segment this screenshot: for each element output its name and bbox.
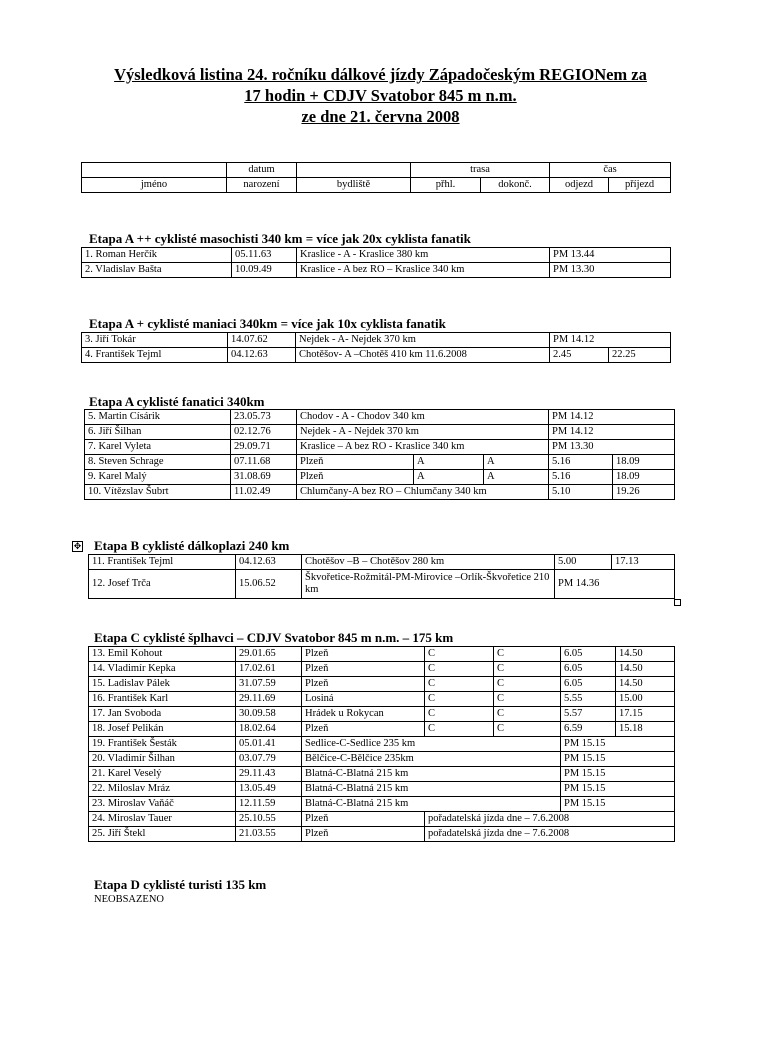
table-row bbox=[85, 455, 675, 470]
title-line-3: ze dne 21. června 2008 bbox=[301, 107, 460, 126]
birth-cell: 21.03.55 bbox=[236, 827, 302, 842]
birth-cell: 23.05.73 bbox=[231, 410, 297, 425]
birth-cell: 04.12.63 bbox=[236, 555, 302, 570]
header-empty bbox=[297, 163, 411, 178]
table-row bbox=[89, 570, 675, 599]
start-cell: 5.16 bbox=[549, 455, 613, 470]
section-title: Etapa D cyklisté turisti 135 km bbox=[94, 877, 267, 892]
time-cell: PM 15.15 bbox=[561, 752, 675, 767]
name-cell: 3. Jiří Tokár bbox=[82, 333, 228, 348]
end-cell: 15.18 bbox=[616, 722, 675, 737]
finished-cell: C bbox=[494, 677, 561, 692]
route-cell: Škvořetice-Rožmitál-PM-Mirovice –Orlík-Škvořetice 210 km bbox=[302, 570, 555, 599]
table-row bbox=[89, 722, 675, 737]
table-row bbox=[89, 707, 675, 722]
table-row bbox=[89, 677, 675, 692]
name-cell: 6. Jiří Šilhan bbox=[85, 425, 231, 440]
time-cell: PM 15.15 bbox=[561, 782, 675, 797]
end-cell: 22.25 bbox=[609, 348, 671, 363]
name-cell: 17. Jan Svoboda bbox=[89, 707, 236, 722]
route-cell: Blatná-C-Blatná 215 km bbox=[302, 782, 561, 797]
results-table bbox=[81, 332, 671, 363]
name-cell: 21. Karel Veselý bbox=[89, 767, 236, 782]
time-cell: PM 13.44 bbox=[550, 248, 671, 263]
birth-cell: 29.09.71 bbox=[231, 440, 297, 455]
time-cell: PM 14.12 bbox=[550, 333, 671, 348]
registered-cell: C bbox=[425, 692, 494, 707]
start-cell: 5.00 bbox=[555, 555, 612, 570]
end-cell: 17.15 bbox=[616, 707, 675, 722]
table-resize-handle[interactable] bbox=[674, 599, 681, 606]
start-cell: 5.57 bbox=[561, 707, 616, 722]
time-cell: PM 15.15 bbox=[561, 797, 675, 812]
table-row bbox=[89, 662, 675, 677]
birth-cell: 29.11.69 bbox=[236, 692, 302, 707]
time-cell: PM 14.12 bbox=[549, 425, 675, 440]
results-table bbox=[84, 409, 675, 500]
route-cell: Chotěšov- A –Chotěš 410 km 11.6.2008 bbox=[296, 348, 550, 363]
birth-cell: 05.11.63 bbox=[232, 248, 297, 263]
birth-cell: 05.01.41 bbox=[236, 737, 302, 752]
table-row bbox=[82, 348, 671, 363]
name-cell: 24. Miroslav Tauer bbox=[89, 812, 236, 827]
name-cell: 13. Emil Kohout bbox=[89, 647, 236, 662]
end-cell: 18.09 bbox=[613, 470, 675, 485]
birth-cell: 15.06.52 bbox=[236, 570, 302, 599]
birth-cell: 31.07.59 bbox=[236, 677, 302, 692]
birth-cell: 17.02.61 bbox=[236, 662, 302, 677]
header-jmeno: jméno bbox=[82, 178, 227, 193]
results-table bbox=[81, 247, 671, 278]
table-row bbox=[89, 812, 675, 827]
birth-cell: 30.09.58 bbox=[236, 707, 302, 722]
name-cell: 18. Josef Pelikán bbox=[89, 722, 236, 737]
header-prijezd: příjezd bbox=[609, 178, 671, 193]
route-cell: Kraslice - A - Kraslice 380 km bbox=[297, 248, 550, 263]
registered-cell: A bbox=[414, 455, 484, 470]
birth-cell: 29.01.65 bbox=[236, 647, 302, 662]
name-cell: 5. Martin Císárik bbox=[85, 410, 231, 425]
birth-cell: 29.11.43 bbox=[236, 767, 302, 782]
note-cell: pořadatelská jízda dne – 7.6.2008 bbox=[425, 827, 675, 842]
finished-cell: C bbox=[494, 662, 561, 677]
table-row bbox=[89, 827, 675, 842]
table-row bbox=[89, 647, 675, 662]
route-cell: Blatná-C-Blatná 215 km bbox=[302, 767, 561, 782]
table-row bbox=[82, 333, 671, 348]
city-cell: Plzeň bbox=[297, 455, 414, 470]
name-cell: 8. Steven Schrage bbox=[85, 455, 231, 470]
start-cell: 6.05 bbox=[561, 647, 616, 662]
section-title: Etapa C cyklisté šplhavci – CDJV Svatobor 845 m n.m. – 175 km bbox=[94, 630, 454, 645]
section-title: Etapa A + cyklisté maniaci 340km = více jak 10x cyklista fanatik bbox=[89, 316, 446, 331]
header-cas: čas bbox=[550, 163, 671, 178]
header-bydliste: bydliště bbox=[297, 178, 411, 193]
header-narozeni: narození bbox=[227, 178, 297, 193]
end-cell: 18.09 bbox=[613, 455, 675, 470]
registered-cell: C bbox=[425, 647, 494, 662]
name-cell: 2. Vladislav Bašta bbox=[82, 263, 232, 278]
route-cell: Chotěšov –B – Chotěšov 280 km bbox=[302, 555, 555, 570]
name-cell: 20. Vladimír Šilhan bbox=[89, 752, 236, 767]
registered-cell: C bbox=[425, 677, 494, 692]
header-datum: datum bbox=[227, 163, 297, 178]
name-cell: 25. Jiří Štekl bbox=[89, 827, 236, 842]
route-cell: Bělčice-C-Bělčice 235km bbox=[302, 752, 561, 767]
birth-cell: 07.11.68 bbox=[231, 455, 297, 470]
finished-cell: C bbox=[494, 692, 561, 707]
header-dokonc: dokonč. bbox=[481, 178, 550, 193]
start-cell: 6.05 bbox=[561, 677, 616, 692]
birth-cell: 02.12.76 bbox=[231, 425, 297, 440]
time-cell: PM 15.15 bbox=[561, 737, 675, 752]
route-cell: Chodov - A - Chodov 340 km bbox=[297, 410, 549, 425]
finished-cell: A bbox=[484, 470, 549, 485]
finished-cell: C bbox=[494, 707, 561, 722]
header-odjezd: odjezd bbox=[550, 178, 609, 193]
name-cell: 4. František Tejml bbox=[82, 348, 228, 363]
table-row bbox=[85, 470, 675, 485]
finished-cell: C bbox=[494, 647, 561, 662]
name-cell: 19. František Šesták bbox=[89, 737, 236, 752]
table-row bbox=[85, 485, 675, 500]
route-cell: Nejdek - A - Nejdek 370 km bbox=[297, 425, 549, 440]
name-cell: 15. Ladislav Pálek bbox=[89, 677, 236, 692]
start-cell: 6.05 bbox=[561, 662, 616, 677]
table-row bbox=[85, 410, 675, 425]
city-cell: Hrádek u Rokycan bbox=[302, 707, 425, 722]
birth-cell: 10.09.49 bbox=[232, 263, 297, 278]
end-cell: 15.00 bbox=[616, 692, 675, 707]
title-line-2: 17 hodin + CDJV Svatobor 845 m n.m. bbox=[244, 86, 517, 105]
table-move-handle-icon[interactable]: ✥ bbox=[73, 541, 82, 551]
route-cell: Chlumčany-A bez RO – Chlumčany 340 km bbox=[297, 485, 549, 500]
name-cell: 10. Vítězslav Šubrt bbox=[85, 485, 231, 500]
birth-cell: 13.05.49 bbox=[236, 782, 302, 797]
name-cell: 22. Miloslav Mráz bbox=[89, 782, 236, 797]
section-title: Etapa B cyklisté dálkoplazi 240 km bbox=[94, 538, 290, 553]
route-cell: Blatná-C-Blatná 215 km bbox=[302, 797, 561, 812]
route-cell: Kraslice - A bez RO – Kraslice 340 km bbox=[297, 263, 550, 278]
table-row bbox=[89, 737, 675, 752]
finished-cell: C bbox=[494, 722, 561, 737]
table-row bbox=[85, 425, 675, 440]
registered-cell: A bbox=[414, 470, 484, 485]
start-cell: 5.55 bbox=[561, 692, 616, 707]
finished-cell: A bbox=[484, 455, 549, 470]
time-cell: PM 14.36 bbox=[555, 570, 675, 599]
time-cell: PM 13.30 bbox=[549, 440, 675, 455]
birth-cell: 31.08.69 bbox=[231, 470, 297, 485]
birth-cell: 12.11.59 bbox=[236, 797, 302, 812]
city-cell: Losiná bbox=[302, 692, 425, 707]
name-cell: 23. Miroslav Vaňáč bbox=[89, 797, 236, 812]
table-row bbox=[89, 752, 675, 767]
name-cell: 14. Vladimír Kepka bbox=[89, 662, 236, 677]
start-cell: 5.16 bbox=[549, 470, 613, 485]
city-cell: Plzeň bbox=[302, 677, 425, 692]
birth-cell: 11.02.49 bbox=[231, 485, 297, 500]
section-title: Etapa A cyklisté fanatici 340km bbox=[89, 394, 265, 409]
name-cell: 11. František Tejml bbox=[89, 555, 236, 570]
city-cell: Plzeň bbox=[302, 722, 425, 737]
route-cell: Nejdek - A- Nejdek 370 km bbox=[296, 333, 550, 348]
name-cell: 16. František Karl bbox=[89, 692, 236, 707]
name-cell: 12. Josef Trča bbox=[89, 570, 236, 599]
header-prihl: přhl. bbox=[411, 178, 481, 193]
section-note: NEOBSAZENO bbox=[94, 894, 164, 905]
birth-cell: 14.07.62 bbox=[228, 333, 296, 348]
route-cell: Kraslice – A bez RO - Kraslice 340 km bbox=[297, 440, 549, 455]
end-cell: 17.13 bbox=[612, 555, 675, 570]
header-trasa: trasa bbox=[411, 163, 550, 178]
header-empty bbox=[82, 163, 227, 178]
registered-cell: C bbox=[425, 707, 494, 722]
city-cell: Plzeň bbox=[302, 812, 425, 827]
start-cell: 6.59 bbox=[561, 722, 616, 737]
table-row bbox=[89, 797, 675, 812]
table-row bbox=[89, 782, 675, 797]
birth-cell: 25.10.55 bbox=[236, 812, 302, 827]
name-cell: 7. Karel Vyleta bbox=[85, 440, 231, 455]
section-title: Etapa A ++ cyklisté masochisti 340 km = více jak 20x cyklista fanatik bbox=[89, 231, 471, 246]
table-row bbox=[89, 692, 675, 707]
time-cell: PM 14.12 bbox=[549, 410, 675, 425]
table-row bbox=[82, 263, 671, 278]
registered-cell: C bbox=[425, 662, 494, 677]
table-row bbox=[89, 767, 675, 782]
results-table bbox=[88, 554, 675, 599]
birth-cell: 04.12.63 bbox=[228, 348, 296, 363]
city-cell: Plzeň bbox=[302, 662, 425, 677]
end-cell: 14.50 bbox=[616, 662, 675, 677]
name-cell: 1. Roman Herčík bbox=[82, 248, 232, 263]
title-line-1: Výsledková listina 24. ročníku dálkové jízdy Západočeským REGIONem za bbox=[114, 65, 647, 84]
route-cell: Sedlice-C-Sedlice 235 km bbox=[302, 737, 561, 752]
results-table bbox=[88, 646, 675, 842]
end-cell: 14.50 bbox=[616, 677, 675, 692]
city-cell: Plzeň bbox=[297, 470, 414, 485]
name-cell: 9. Karel Malý bbox=[85, 470, 231, 485]
end-cell: 19.26 bbox=[613, 485, 675, 500]
table-row bbox=[82, 248, 671, 263]
header-table bbox=[81, 162, 671, 193]
document-title bbox=[0, 64, 761, 127]
start-cell: 2.45 bbox=[550, 348, 609, 363]
city-cell: Plzeň bbox=[302, 647, 425, 662]
birth-cell: 18.02.64 bbox=[236, 722, 302, 737]
table-row bbox=[85, 440, 675, 455]
time-cell: PM 13.30 bbox=[550, 263, 671, 278]
city-cell: Plzeň bbox=[302, 827, 425, 842]
note-cell: pořadatelská jízda dne – 7.6.2008 bbox=[425, 812, 675, 827]
time-cell: PM 15.15 bbox=[561, 767, 675, 782]
start-cell: 5.10 bbox=[549, 485, 613, 500]
birth-cell: 03.07.79 bbox=[236, 752, 302, 767]
end-cell: 14.50 bbox=[616, 647, 675, 662]
table-row bbox=[89, 555, 675, 570]
registered-cell: C bbox=[425, 722, 494, 737]
